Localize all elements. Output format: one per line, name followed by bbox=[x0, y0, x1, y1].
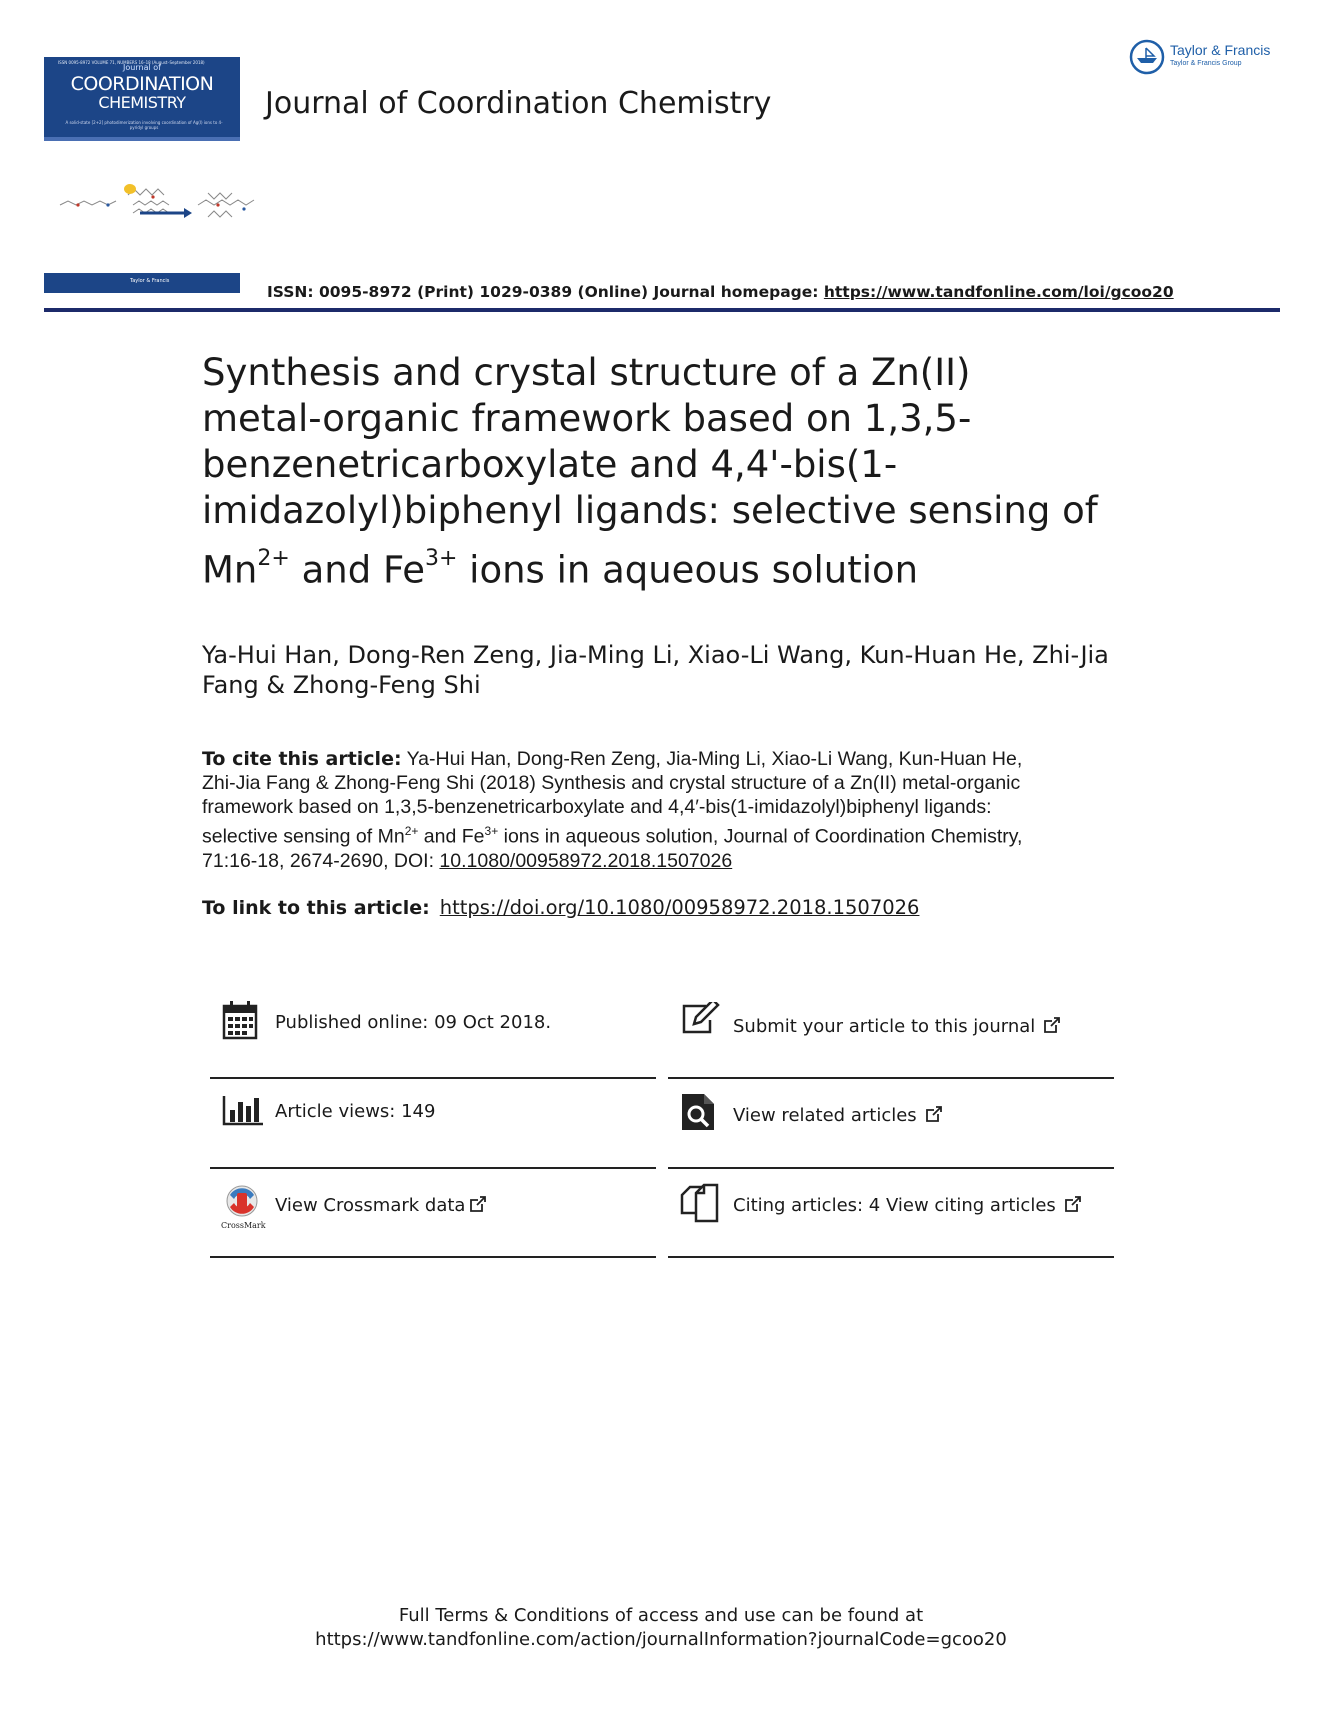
cover-molecule-image bbox=[58, 175, 258, 225]
authors-line-2: Fang & Zhong-Feng Shi bbox=[202, 671, 481, 699]
cover-band bbox=[44, 137, 240, 141]
citing-articles-link[interactable] bbox=[733, 1195, 1082, 1218]
citation-label: To cite this article: bbox=[202, 748, 402, 770]
related-label: View related articles bbox=[733, 1105, 917, 1126]
divider bbox=[668, 1167, 1114, 1169]
view-crossmark-link[interactable] bbox=[275, 1195, 487, 1218]
citation-line-2: Zhi-Jia Fang & Zhong-Feng Shi (2018) Synthesis and crystal structure of a Zn(II) metal-organic bbox=[202, 772, 1021, 794]
footer-terms-url[interactable]: https://www.tandfonline.com/action/journalInformation?journalCode=gcoo20 bbox=[315, 1629, 1007, 1650]
published-online: Published online: 09 Oct 2018. bbox=[275, 1012, 552, 1033]
title-line-5 bbox=[202, 540, 1102, 593]
authors-line-1: Ya-Hui Han, Dong-Ren Zeng, Jia-Ming Li, Xiao-Li Wang, Kun-Huan He, Zhi-Jia bbox=[202, 641, 1109, 669]
title-and-fe: and Fe bbox=[289, 548, 425, 592]
doi-link[interactable]: 10.1080/00958972.2018.1507026 bbox=[439, 849, 733, 872]
citation-text-4c: ions in aqueous solution, Journal of Coordination Chemistry, bbox=[498, 825, 1023, 848]
article-link-line bbox=[202, 896, 919, 919]
cover-journal-of: Journal of bbox=[123, 63, 161, 72]
title-line-1: Synthesis and crystal structure of a Zn(II) bbox=[202, 351, 971, 394]
external-link-icon bbox=[469, 1195, 487, 1218]
journal-homepage-link[interactable]: https://www.tandfonline.com/loi/gcoo20 bbox=[823, 283, 1174, 301]
citation-line-4 bbox=[202, 819, 1122, 849]
edit-icon bbox=[680, 1002, 720, 1040]
title-fe-charge: 3+ bbox=[424, 546, 458, 571]
view-related-link[interactable] bbox=[733, 1105, 943, 1128]
citation-sup-1: 2+ bbox=[404, 824, 419, 838]
article-title bbox=[202, 350, 1102, 593]
issn-text: ISSN: 0095-8972 (Print) 1029-0389 (Online) Journal homepage: bbox=[267, 283, 824, 301]
external-link-icon bbox=[1064, 1195, 1082, 1218]
title-line-3: benzenetricarboxylate and 4,4'-bis(1- bbox=[202, 443, 898, 486]
external-link-icon bbox=[1043, 1016, 1061, 1039]
cover-title-line1: COORDINATION bbox=[70, 73, 214, 95]
citation-line-3: framework based on 1,3,5-benzenetricarboxylate and 4,4′-bis(1-imidazolyl)biphenyl ligands: bbox=[202, 796, 992, 818]
journal-title[interactable]: Journal of Coordination Chemistry bbox=[265, 86, 772, 121]
divider bbox=[210, 1256, 656, 1258]
title-line-4: imidazolyl)biphenyl ligands: selective sensing of bbox=[202, 489, 1098, 532]
citation-text-4b: and Fe bbox=[418, 825, 485, 848]
link-label: To link to this article: bbox=[202, 897, 430, 919]
citing-label: Citing articles: 4 View citing articles bbox=[733, 1195, 1056, 1216]
copy-icon bbox=[680, 1183, 720, 1227]
header-rule bbox=[44, 308, 1280, 312]
journal-cover bbox=[44, 57, 240, 293]
cover-footer bbox=[44, 273, 240, 293]
cover-footer-text: Taylor & Francis bbox=[130, 278, 170, 284]
divider bbox=[210, 1077, 656, 1079]
crossmark-label: View Crossmark data bbox=[275, 1195, 466, 1216]
bar-chart-icon bbox=[222, 1094, 264, 1130]
citation-text-4a: selective sensing of Mn bbox=[202, 825, 405, 848]
authors bbox=[202, 640, 1122, 700]
publisher-group: Taylor & Francis Group bbox=[1170, 60, 1242, 67]
publisher-name: Taylor & Francis bbox=[1170, 42, 1271, 58]
search-document-icon bbox=[680, 1092, 716, 1136]
tf-emblem-icon bbox=[1128, 38, 1166, 76]
title-mn: Mn bbox=[202, 548, 258, 592]
cover-issn: ISSN 0095-8972 VOLUME 71, NUMBERS 16–18 (August–September 2018) bbox=[58, 60, 205, 65]
divider bbox=[210, 1167, 656, 1169]
title-mn-charge: 2+ bbox=[257, 546, 290, 571]
issn-line bbox=[267, 283, 1174, 301]
cover-title-line2: CHEMISTRY bbox=[98, 93, 186, 112]
citation-line-1 bbox=[202, 747, 1122, 771]
title-end: ions in aqueous solution bbox=[457, 548, 919, 592]
citation-line-5 bbox=[202, 849, 1122, 873]
footer-line-1: Full Terms & Conditions of access and use can be found at bbox=[398, 1605, 924, 1626]
divider bbox=[668, 1077, 1114, 1079]
submit-article-link[interactable] bbox=[733, 1016, 1061, 1039]
cover-header bbox=[44, 57, 240, 137]
citation-text-5: 71:16-18, 2674-2690, DOI: bbox=[202, 849, 440, 872]
cover-subtitle: A solid-state [2+2] photodimerization involving coordination of Ag(I) ions to 4-pyridyl groups bbox=[65, 120, 223, 130]
citation-block bbox=[202, 747, 1122, 873]
citation-text-1: Ya-Hui Han, Dong-Ren Zeng, Jia-Ming Li, Xiao-Li Wang, Kun-Huan He, bbox=[401, 748, 1023, 770]
article-views: Article views: 149 bbox=[275, 1101, 436, 1122]
crossmark-logo-text: CrossMark bbox=[221, 1221, 266, 1230]
article-doi-url[interactable]: https://doi.org/10.1080/00958972.2018.1507026 bbox=[439, 896, 920, 919]
terms-footer bbox=[0, 1604, 1322, 1652]
taylor-francis-logo[interactable] bbox=[1128, 38, 1288, 78]
calendar-icon bbox=[222, 1000, 258, 1044]
title-line-2: metal-organic framework based on 1,3,5- bbox=[202, 397, 972, 440]
submit-label: Submit your article to this journal bbox=[733, 1016, 1036, 1037]
divider bbox=[668, 1256, 1114, 1258]
external-link-icon bbox=[925, 1105, 943, 1128]
citation-sup-2: 3+ bbox=[484, 824, 499, 838]
